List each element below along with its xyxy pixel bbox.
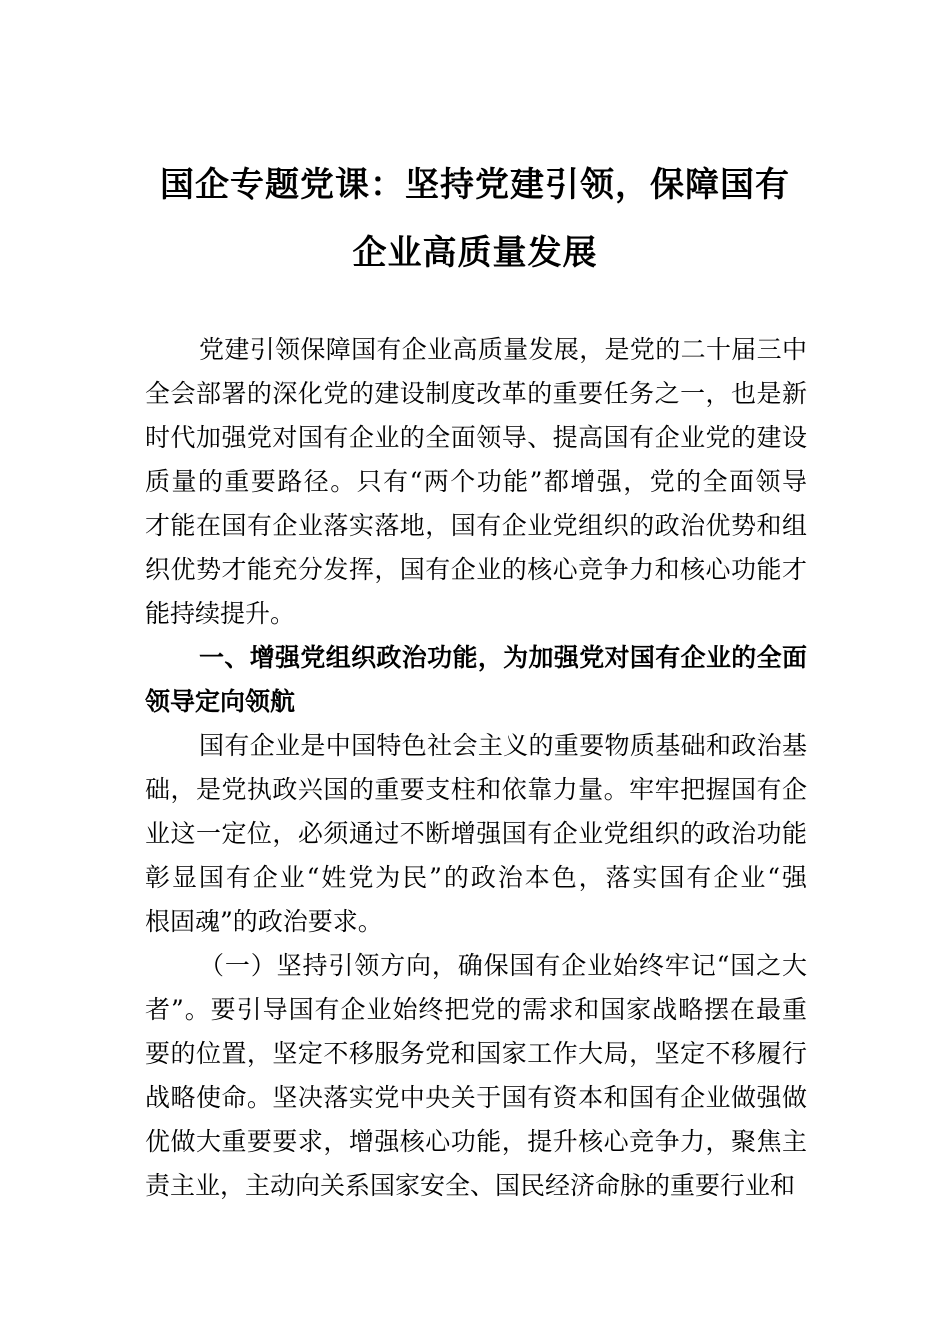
text-line: 者”。要引导国有企业始终把党的需求和国家战略摆在最重 <box>145 995 807 1024</box>
title-line-2: 企业高质量发展 <box>352 233 598 273</box>
text-line: （一）坚持引领方向，确保国有企业始终牢记“国之大 <box>199 951 807 980</box>
document-body <box>145 328 807 1208</box>
text-line: 根固魂”的政治要求。 <box>145 907 383 936</box>
paragraph <box>145 944 807 1208</box>
text-line: 领导定向领航 <box>145 687 296 716</box>
text-line: 责主业，主动向关系国家安全、国民经济命脉的重要行业和 <box>145 1171 796 1200</box>
text-line: 能持续提升。 <box>145 599 296 628</box>
text-line: 才能在国有企业落实落地，国有企业党组织的政治优势和组 <box>145 511 807 540</box>
paragraph <box>145 724 807 944</box>
text-line: 国有企业是中国特色社会主义的重要物质基础和政治基 <box>199 731 807 760</box>
document-title <box>0 151 950 287</box>
text-line: 优做大重要要求，增强核心功能，提升核心竞争力，聚焦主 <box>145 1127 807 1156</box>
text-line: 彰显国有企业“姓党为民”的政治本色，落实国有企业“强 <box>145 863 807 892</box>
paragraph <box>145 328 807 636</box>
text-line: 一、增强党组织政治功能，为加强党对国有企业的全面 <box>199 643 807 672</box>
text-line: 要的位置，坚定不移服务党和国家工作大局，坚定不移履行 <box>145 1039 807 1068</box>
text-line: 战略使命。坚决落实党中央关于国有资本和国有企业做强做 <box>145 1083 807 1112</box>
text-line: 织优势才能充分发挥，国有企业的核心竞争力和核心功能才 <box>145 555 807 584</box>
title-line-1: 国企专题党课：坚持党建引领，保障国有 <box>160 165 790 205</box>
text-line: 党建引领保障国有企业高质量发展，是党的二十届三中 <box>199 335 807 364</box>
text-line: 础，是党执政兴国的重要支柱和依靠力量。牢牢把握国有企 <box>145 775 807 804</box>
section-heading <box>145 636 807 724</box>
text-line: 时代加强党对国有企业的全面领导、提高国有企业党的建设 <box>145 423 807 452</box>
text-line: 业这一定位，必须通过不断增强国有企业党组织的政治功能 <box>145 819 807 848</box>
text-line: 质量的重要路径。只有“两个功能”都增强，党的全面领导 <box>145 467 807 496</box>
text-line: 全会部署的深化党的建设制度改革的重要任务之一，也是新 <box>145 379 807 408</box>
